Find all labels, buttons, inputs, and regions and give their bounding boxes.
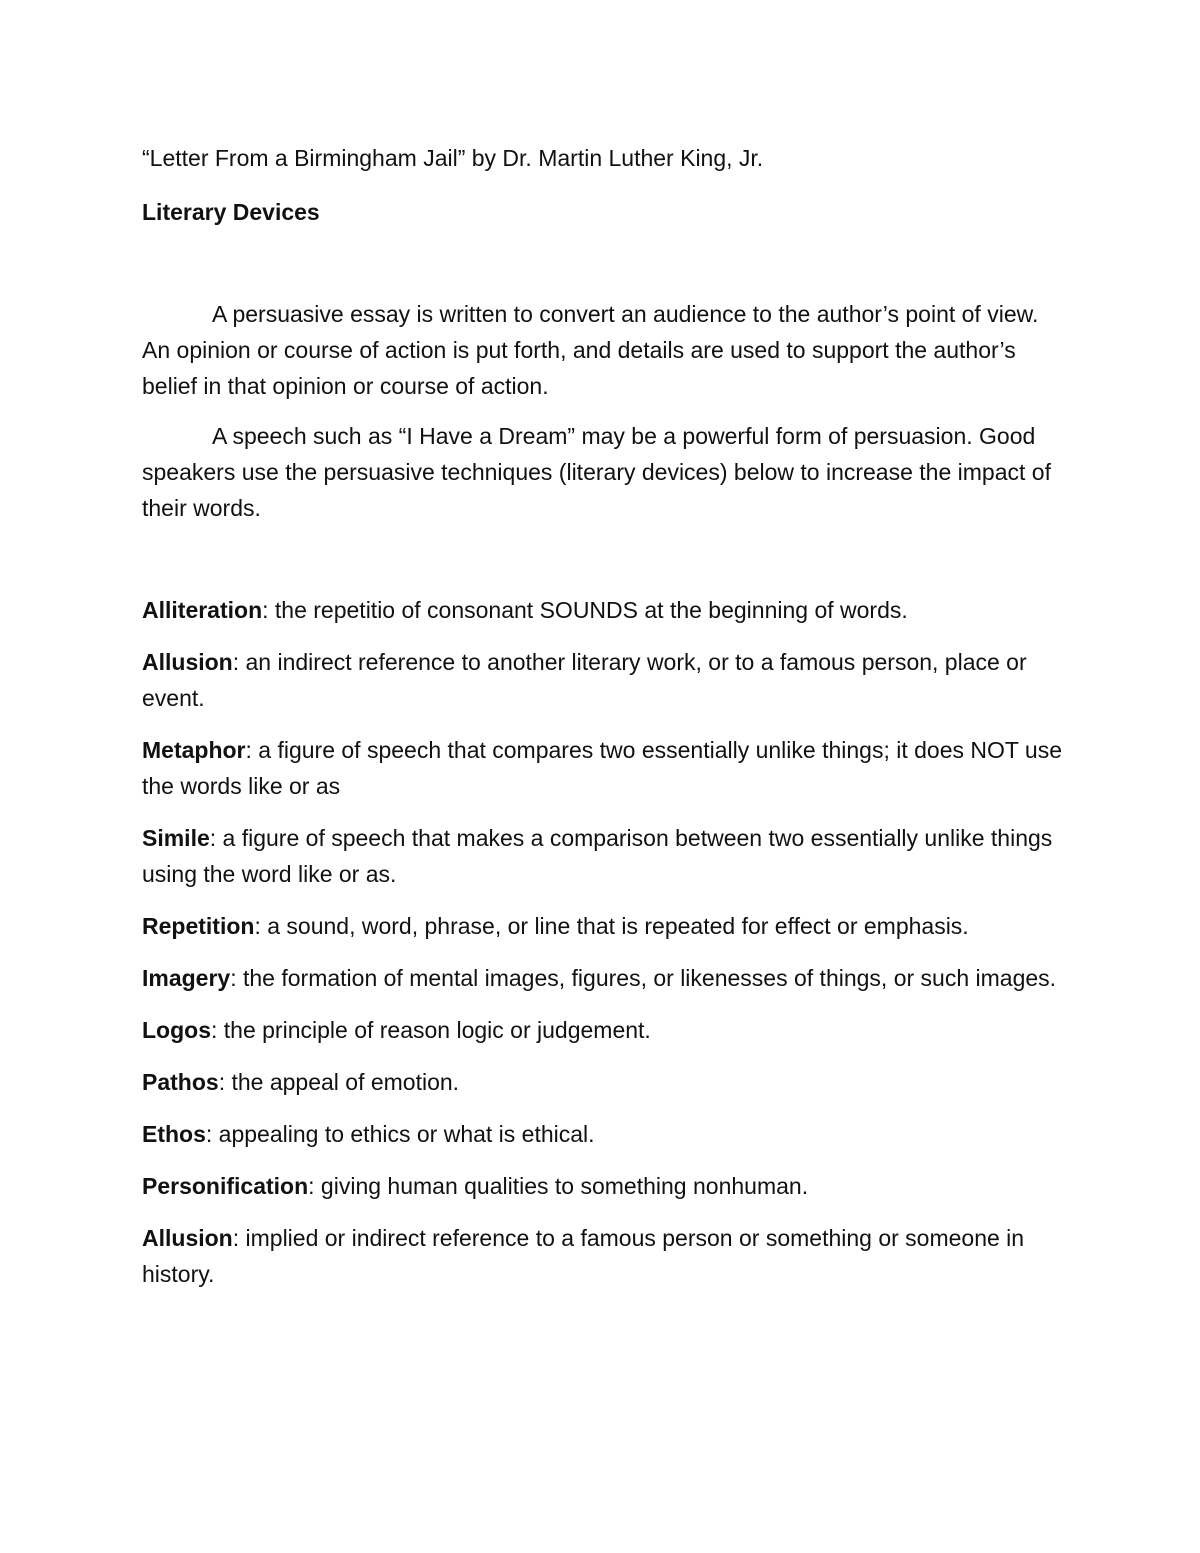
device-item [142,1116,1062,1152]
device-definition: : the appeal of emotion. [218,1069,460,1095]
device-term: Alliteration [142,597,263,623]
device-item [142,1064,1062,1100]
device-item [142,1168,1062,1204]
device-definition: : a sound, word, phrase, or line that is repeated for effect or emphasis. [254,913,969,939]
device-item [142,960,1062,996]
device-term: Simile [142,825,210,851]
device-item [142,1012,1062,1048]
device-definition: : the repetitio of consonant SOUNDS at the beginning of words. [262,597,908,623]
document-title: “Letter From a Birmingham Jail” by Dr. Martin Luther King, Jr. [142,145,764,171]
device-list [142,592,1062,1292]
device-definition: : a figure of speech that makes a comparison between two essentially unlike things using the word like or as. [142,825,1053,887]
device-term: Metaphor [142,737,246,763]
device-term: Pathos [142,1069,219,1095]
device-term: Allusion [142,649,233,675]
intro-paragraph: A speech such as “I Have a Dream” may be a powerful form of persuasion. Good speakers use the persuasive techniques (literary devices) below to increase the impact of their words. [142,423,1051,521]
device-item [142,592,1062,628]
device-term: Ethos [142,1121,206,1147]
device-item [142,644,1062,716]
device-term: Personification [142,1173,309,1199]
device-definition: : the principle of reason logic or judgement. [211,1017,651,1043]
device-definition: : appealing to ethics or what is ethical. [205,1121,595,1147]
device-term: Logos [142,1017,211,1043]
device-definition: : the formation of mental images, figures, or likenesses of things, or such images. [230,965,1057,991]
device-term: Allusion [142,1225,233,1251]
device-item [142,1220,1062,1292]
device-item [142,820,1062,892]
device-item [142,732,1062,804]
section-heading: Literary Devices [142,199,320,225]
device-definition: : a figure of speech that compares two essentially unlike things; it does NOT use the words like or as [142,737,1062,799]
device-item [142,908,1062,944]
device-definition: : an indirect reference to another literary work, or to a famous person, place or event. [142,649,1027,711]
intro-paragraph: A persuasive essay is written to convert an audience to the author’s point of view. An opinion or course of action is put forth, and details are used to support the author’s belief in that opinion or course of action. [142,301,1039,399]
device-term: Repetition [142,913,255,939]
device-definition: : giving human qualities to something nonhuman. [308,1173,809,1199]
document-page [142,140,1062,1308]
device-definition: : implied or indirect reference to a famous person or something or someone in history. [142,1225,1025,1287]
device-term: Imagery [142,965,231,991]
